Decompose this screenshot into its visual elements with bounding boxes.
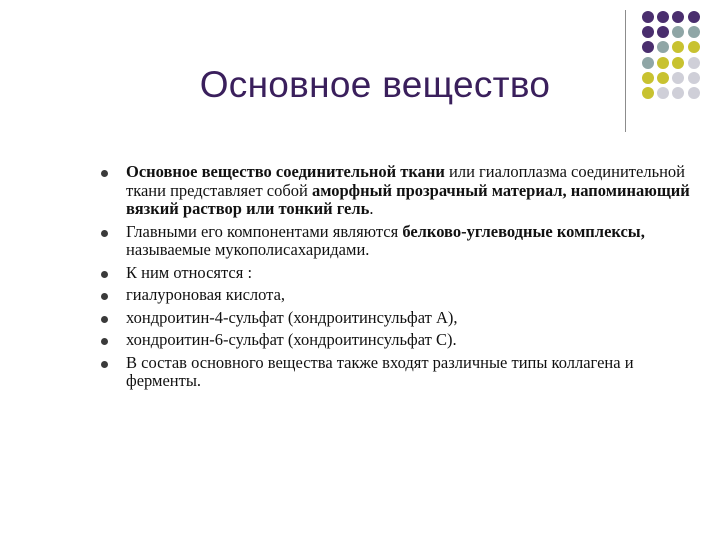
- decorative-dot: [672, 72, 684, 84]
- decorative-dot: [657, 26, 669, 38]
- decorative-dot-grid: [0, 0, 720, 150]
- bullet-dot-icon: [101, 170, 108, 177]
- decorative-dot: [688, 11, 700, 23]
- decorative-dot: [657, 72, 669, 84]
- decorative-dot: [688, 87, 700, 99]
- decorative-dot: [688, 41, 700, 53]
- bullet-text: гиалуроновая кислота,: [126, 285, 286, 304]
- bullet-item: [100, 331, 690, 350]
- decorative-dot: [672, 57, 684, 69]
- bullet-text: К ним относятся :: [126, 262, 253, 282]
- bullet-item: [100, 264, 690, 283]
- bullet-text: В состав основного вещества также входят различные типы коллагена и ферменты.: [126, 352, 634, 390]
- bullet-dot-icon: [101, 338, 108, 345]
- bullet-dot-icon: [101, 271, 108, 278]
- bullet-item: [100, 286, 690, 305]
- bullet-text: Основное вещество соединительной ткани: [126, 162, 445, 181]
- decorative-dot: [672, 26, 684, 38]
- decorative-dot: [642, 57, 654, 69]
- decorative-dot: [672, 41, 684, 53]
- bullet-text: называемые мукополисахаридами.: [126, 240, 370, 259]
- decorative-dot: [688, 26, 700, 38]
- bullet-text: Главными его компонентами являются: [126, 221, 403, 241]
- bullet-text: или гиалоплазма соединительной ткани представляет собой: [126, 162, 686, 200]
- decorative-dot: [642, 72, 654, 84]
- bullet-list: [100, 163, 690, 395]
- decorative-dot: [642, 41, 654, 53]
- decorative-dot: [657, 11, 669, 23]
- bullet-text: белково-углеводные комплексы,: [402, 221, 645, 241]
- bullet-dot-icon: [101, 316, 108, 323]
- bullet-dot-icon: [101, 361, 108, 368]
- decorative-dot: [642, 26, 654, 38]
- decorative-dot: [672, 11, 684, 23]
- bullet-text: .: [369, 199, 374, 218]
- decorative-dot: [688, 72, 700, 84]
- bullet-dot-icon: [101, 293, 108, 300]
- bullet-text: хондроитин-4-сульфат (хондроитинсульфат А),: [126, 307, 458, 327]
- decorative-dot: [657, 87, 669, 99]
- decorative-dot: [642, 87, 654, 99]
- decorative-dot: [642, 11, 654, 23]
- decorative-dot: [657, 41, 669, 53]
- bullet-text: аморфный прозрачный материал, напоминающий вязкий раствор или тонкий гель: [126, 180, 690, 218]
- decorative-dot: [672, 87, 684, 99]
- bullet-item: [100, 223, 690, 260]
- decorative-dot: [657, 57, 669, 69]
- bullet-item: [100, 309, 690, 328]
- decorative-dot: [688, 57, 700, 69]
- bullet-item: [100, 354, 690, 391]
- bullet-text: хондроитин-6-сульфат (хондроитинсульфат С).: [126, 330, 457, 349]
- bullet-dot-icon: [101, 230, 108, 237]
- slide-title: Основное вещество: [199, 64, 551, 105]
- bullet-item: [100, 163, 690, 219]
